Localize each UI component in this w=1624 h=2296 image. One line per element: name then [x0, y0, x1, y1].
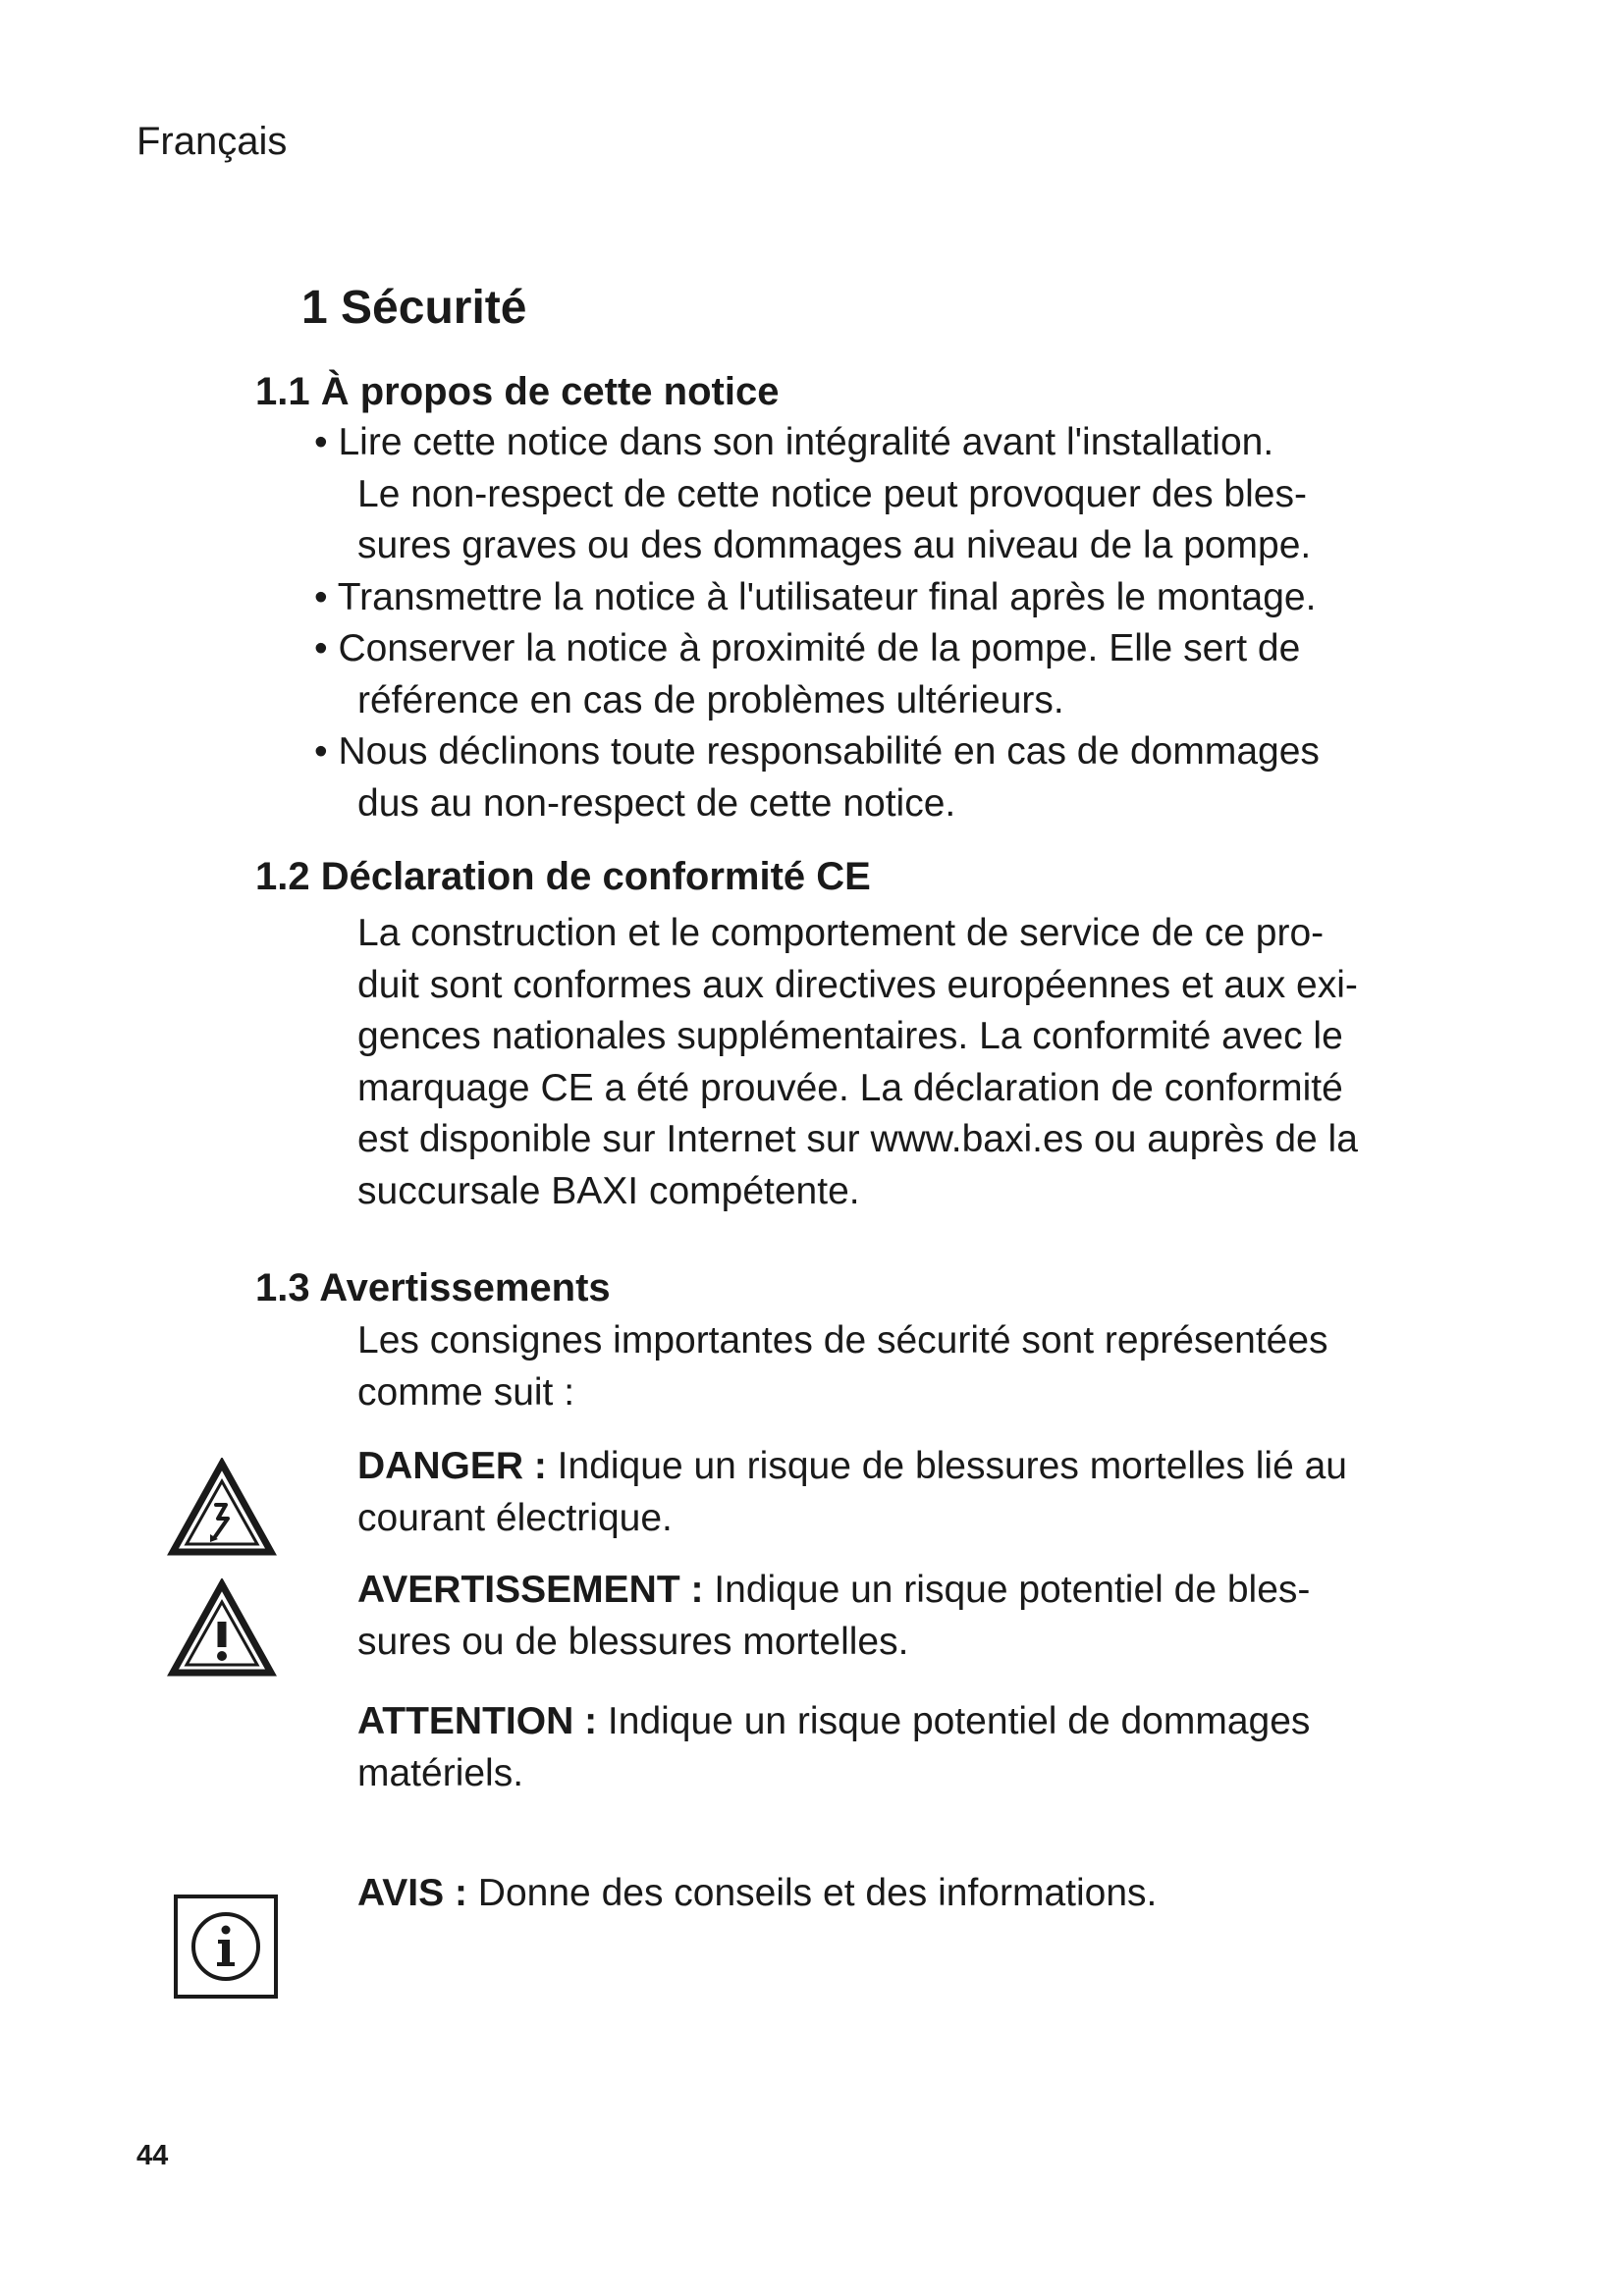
paragraph-line: comme suit : [357, 1370, 575, 1414]
warning-text-cont: sures ou de blessures mortelles. [357, 1620, 909, 1663]
caution-notice [357, 1696, 1310, 1799]
warnings-intro [357, 1315, 1328, 1418]
paragraph-line: succursale BAXI compétente. [357, 1169, 860, 1212]
bullet-line: • Lire cette notice dans son intégralité avant l'installation. [314, 421, 1274, 463]
bullet-line: Le non-respect de cette notice peut provoquer des bles- [357, 472, 1307, 515]
list-item [314, 726, 1320, 829]
caution-text-cont: matériels. [357, 1751, 524, 1794]
info-icon [173, 1894, 279, 2000]
danger-text: Indique un risque de blessures mortelles lié au [546, 1445, 1347, 1487]
paragraph-line: marquage CE a été prouvée. La déclaration de conformité [357, 1066, 1343, 1109]
chapter-title: 1 Sécurité [301, 282, 527, 334]
warning-label: AVERTISSEMENT : [357, 1569, 704, 1611]
conformity-paragraph [357, 908, 1358, 1217]
caution-text: Indique un risque potentiel de dommages [597, 1700, 1311, 1742]
bullet-list [314, 417, 1320, 829]
section-heading-1-3: 1.3 Avertissements [255, 1266, 611, 1309]
language-label: Français [136, 120, 288, 163]
danger-label: DANGER : [357, 1445, 547, 1487]
warning-text: Indique un risque potentiel de bles- [703, 1569, 1311, 1611]
bullet-line: référence en cas de problèmes ultérieurs. [357, 678, 1064, 721]
list-item [314, 417, 1320, 572]
paragraph-line: gences nationales supplémentaires. La conformité avec le [357, 1015, 1343, 1057]
electric-hazard-icon [167, 1458, 277, 1558]
caution-label: ATTENTION : [357, 1700, 598, 1742]
info-label: AVIS : [357, 1872, 467, 1914]
bullet-line: dus au non-respect de cette notice. [357, 781, 956, 825]
warning-icon [167, 1578, 277, 1679]
paragraph-line: est disponible sur Internet sur www.baxi.es ou auprès de la [357, 1118, 1358, 1160]
info-notice [357, 1868, 1157, 1920]
bullet-line: • Conserver la notice à proximité de la pompe. Elle sert de [314, 627, 1301, 669]
paragraph-line: La construction et le comportement de service de ce pro- [357, 912, 1325, 954]
bullet-line: • Transmettre la notice à l'utilisateur final après le montage. [314, 575, 1317, 618]
paragraph-line: duit sont conformes aux directives européennes et aux exi- [357, 963, 1358, 1006]
danger-text-cont: courant électrique. [357, 1496, 673, 1539]
bullet-line: sures graves ou des dommages au niveau de la pompe. [357, 524, 1312, 566]
section-heading-1-2: 1.2 Déclaration de conformité CE [255, 855, 871, 898]
bullet-line: • Nous déclinons toute responsabilité en cas de dommages [314, 730, 1320, 773]
list-item [314, 623, 1320, 726]
section-heading-1-1: 1.1 À propos de cette notice [255, 370, 780, 413]
info-text: Donne des conseils et des informations. [466, 1872, 1158, 1914]
list-item [314, 572, 1320, 624]
warning-notice [357, 1565, 1310, 1668]
paragraph-line: Les consignes importantes de sécurité sont représentées [357, 1319, 1328, 1362]
page-number: 44 [136, 2140, 169, 2171]
danger-notice [357, 1441, 1347, 1544]
